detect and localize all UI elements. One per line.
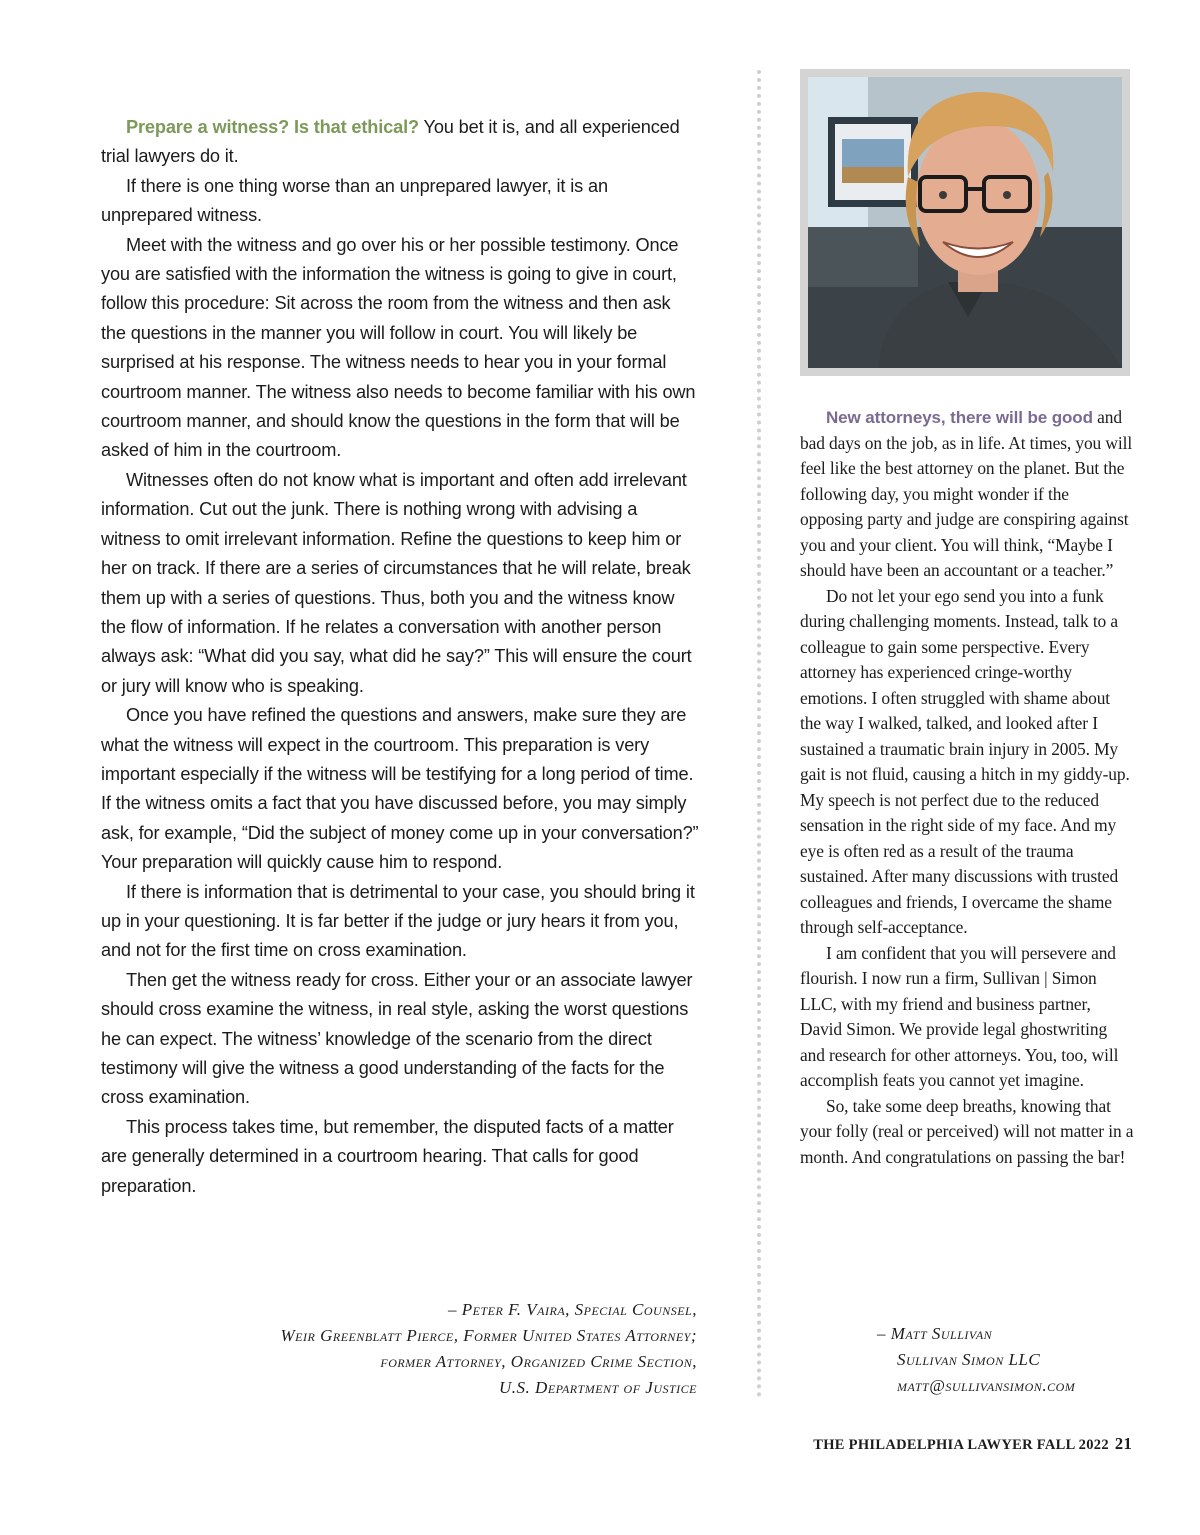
left-paragraph-5: Once you have refined the questions and answers, make sure they are what the witness will expect in the courtroom. This preparation is very important especially if the witness will be testifying for a long period of time. If the witness omits a fact that you have discussed before, you may simply ask, for example, “Did the subject of money come up in your conversation?” Your preparation will quickly cause him to respond. bbox=[101, 705, 699, 873]
right-paragraph-1 bbox=[800, 405, 1135, 584]
column-divider bbox=[757, 70, 761, 1398]
right-paragraph-4: So, take some deep breaths, knowing that your folly (real or perceived) will not matter in a month. And congratulations on passing the bar! bbox=[800, 1095, 1134, 1167]
right-signature-email: matt@sullivansimon.com bbox=[897, 1376, 1076, 1395]
right-paragraph-2: Do not let your ego send you into a funk during challenging moments. Instead, talk to a colleague to gain some perspective. Every attorney has experienced cringe-worthy emotions. I often struggled with shame about the way I walked, talked, and looked after I sustained a traumatic brain injury in 2005. My gait is not fluid, causing a hitch in my giddy-up. My speech is not perfect due to the reduced sensation in the right side of my face. And my eye is often red as a result of the trauma sustained. After many discussions with trusted colleagues and friends, I overcame the shame through self-acceptance. bbox=[800, 585, 1130, 937]
left-signature-line-3: former Attorney, Organized Crime Section, bbox=[380, 1352, 697, 1371]
left-signature-line-2: Weir Greenblatt Pierce, Former United States Attorney; bbox=[280, 1326, 697, 1345]
left-paragraph-4: Witnesses often do not know what is important and often add irrelevant information. Cut out the junk. There is nothing wrong with advising a witness to omit irrelevant information. Refine the questions to keep him or her on track. If there are a series of circumstances that he will relate, break them up with a series of questions. Thus, both you and the witness know the flow of information. If he relates a conversation with another person always ask: “What did you say, what did he say?” This will ensure the court or jury will know who is speaking. bbox=[101, 469, 692, 696]
left-paragraph-2: If there is one thing worse than an unprepared lawyer, it is an unprepared witness. bbox=[101, 175, 608, 226]
left-paragraph-7: Then get the witness ready for cross. Either your or an associate lawyer should cross examine the witness, in real style, asking the worst questions he can expect. The witness’ knowledge of the scenario from the direct testimony will give the witness a good understanding of the facts for the cross examination. bbox=[101, 969, 693, 1108]
page-number: 21 bbox=[1114, 1434, 1132, 1453]
left-paragraph-8: This process takes time, but remember, the disputed facts of a matter are generally determined in a courtroom hearing. That calls for good preparation. bbox=[101, 1116, 674, 1196]
right-article bbox=[800, 405, 1135, 1170]
left-paragraph-3: Meet with the witness and go over his or her possible testimony. Once you are satisfied with the information the witness is going to give in court, follow this procedure: Sit across the room from the witness and then ask the questions in the manner you will follow in court. You will likely be surprised at his response. The witness needs to hear you in your formal courtroom manner. The witness also needs to become familiar with his own courtroom manner, and should know the questions in the form that will be asked of him in the courtroom. bbox=[101, 234, 696, 461]
author-photo-frame bbox=[800, 69, 1130, 376]
left-signature-line-4: U.S. Department of Justice bbox=[499, 1378, 697, 1397]
left-paragraph-6: If there is information that is detrimental to your case, you should bring it up in your questioning. It is far better if the judge or jury hears it from you, and not for the first time on cross examination. bbox=[101, 881, 695, 961]
author-portrait-illustration bbox=[808, 77, 1122, 368]
author-photo bbox=[808, 77, 1122, 368]
page-footer bbox=[813, 1434, 1132, 1454]
left-signature-line-1: – Peter F. Vaira, Special Counsel, bbox=[448, 1300, 697, 1319]
left-article bbox=[101, 113, 699, 1201]
right-lead-in: New attorneys, there will be good bbox=[826, 408, 1093, 427]
right-paragraph-1-text: and bad days on the job, as in life. At times, you will feel like the best attorney on the planet. But the following day, you might wonder if the opposing party and judge are conspiring against you and your client. You will think, “Maybe I should have been an accountant or a teacher.” bbox=[800, 407, 1133, 580]
left-author-signature bbox=[281, 1297, 697, 1401]
right-signature-firm: Sullivan Simon LLC bbox=[897, 1350, 1041, 1369]
left-paragraph-1 bbox=[101, 113, 699, 172]
left-lead-in: Prepare a witness? Is that ethical? bbox=[126, 117, 419, 137]
right-signature-name: – Matt Sullivan bbox=[877, 1324, 993, 1343]
right-paragraph-3: I am confident that you will persevere and flourish. I now run a firm, Sullivan | Simon LLC, with my friend and business partner, David Simon. We provide legal ghostwriting and research for other attorneys. You, too, will accomplish feats you cannot yet imagine. bbox=[800, 942, 1119, 1090]
left-paragraph-1-text: You bet it is, and all experienced trial lawyers do it. bbox=[101, 117, 680, 167]
publication-name: THE PHILADELPHIA LAWYER FALL 2022 bbox=[813, 1437, 1109, 1453]
right-author-signature bbox=[877, 1321, 1075, 1399]
